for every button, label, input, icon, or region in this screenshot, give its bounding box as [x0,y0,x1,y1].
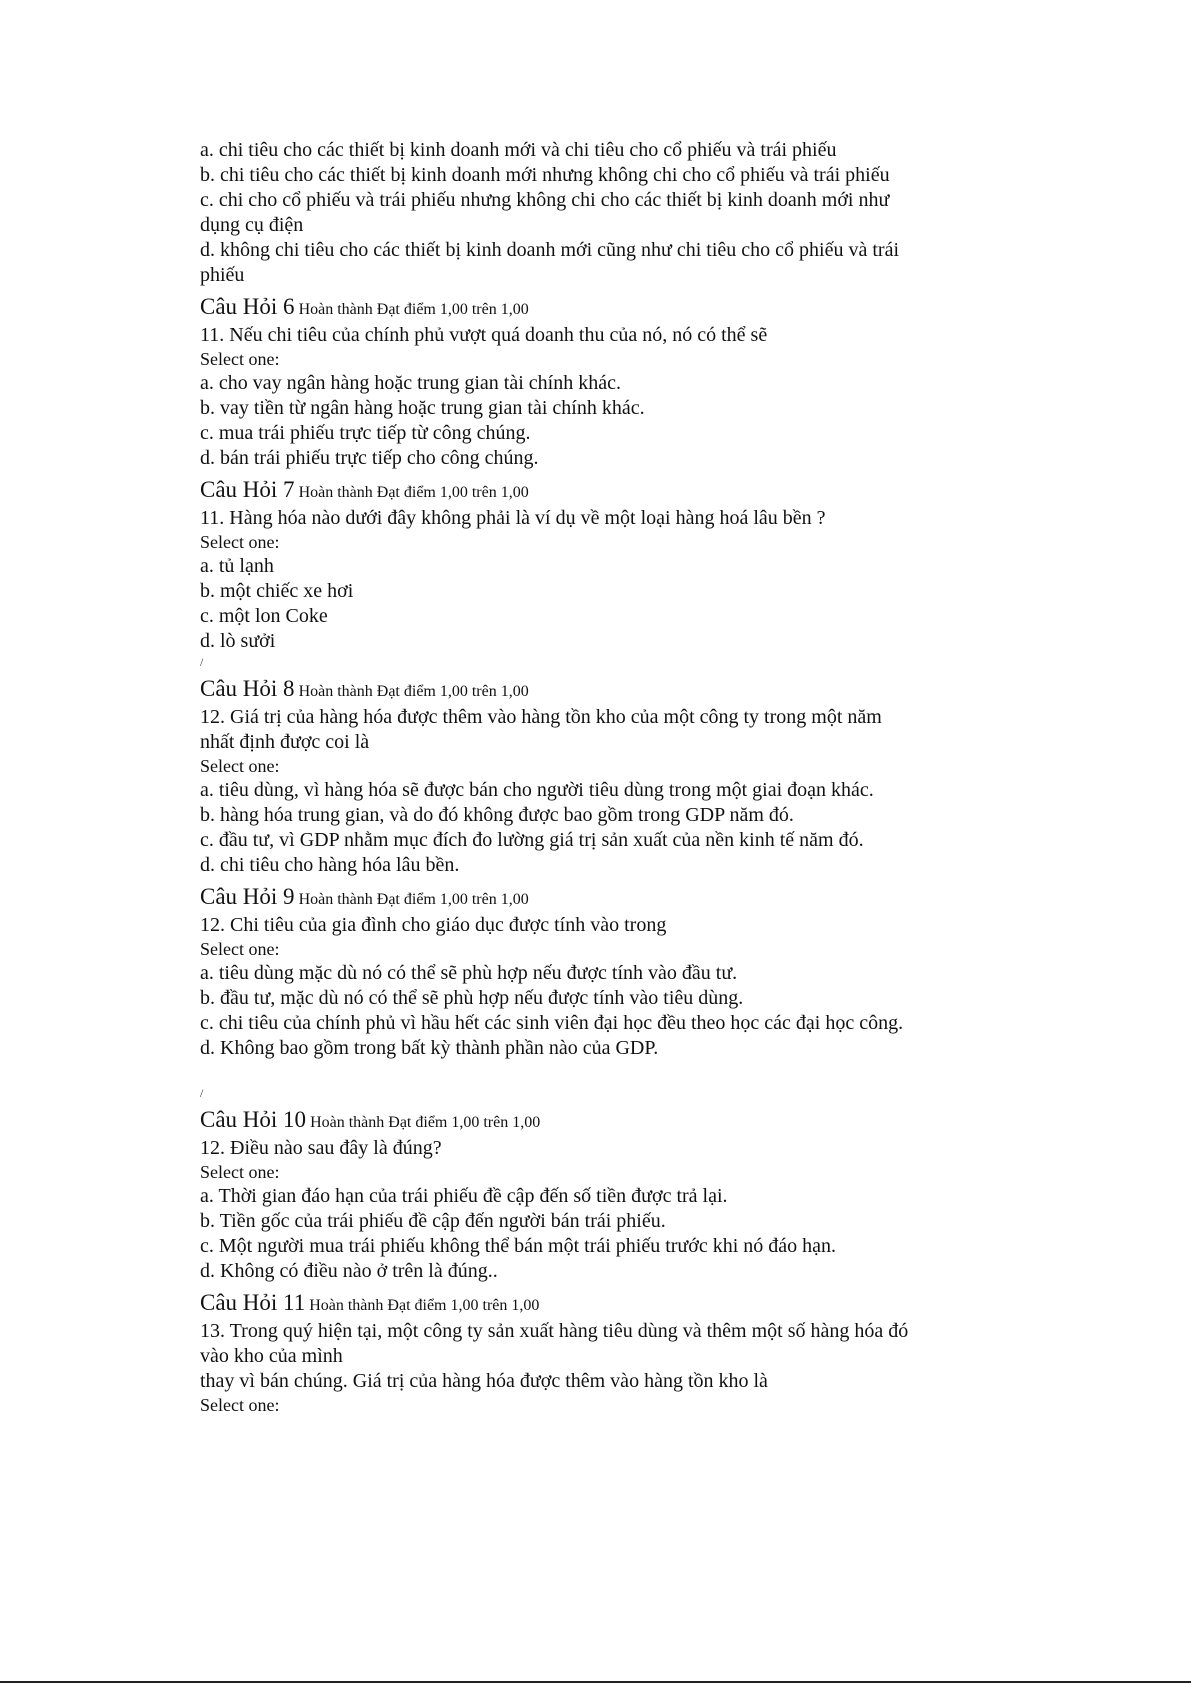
option-b: b. đầu tư, mặc dù nó có thể sẽ phù hợp nếu được tính vào tiêu dùng. [200,987,744,1009]
option-c: c. Một người mua trái phiếu không thể bán một trái phiếu trước khi nó đáo hạn. [200,1235,837,1257]
question-header [200,1107,920,1136]
question-text: 12. Điều nào sau đây là đúng? [200,1137,442,1159]
option-d: d. chi tiêu cho hàng hóa lâu bền. [200,854,460,876]
select-one-label: Select one: [200,939,280,959]
option-a: a. cho vay ngân hàng hoặc trung gian tài chính khác. [200,372,621,394]
question-label: Câu Hỏi 10 [200,1107,307,1132]
document-page [200,138,920,1417]
option-b: b. hàng hóa trung gian, và do đó không được bao gồm trong GDP năm đó. [200,804,794,826]
question-label: Câu Hỏi 8 [200,676,295,701]
question-state: Hoàn thành Đạt điểm 1,00 trên 1,00 [298,484,529,501]
option-d: d. lò sưởi [200,630,276,652]
question-text: 13. Trong quý hiện tại, một công ty sản xuất hàng tiêu dùng và thêm một số hàng hóa đó vào kho của mình [200,1320,909,1367]
question-7 [200,477,920,670]
question-label: Câu Hỏi 7 [200,477,295,502]
select-one-label: Select one: [200,1162,280,1182]
option-a: a. Thời gian đáo hạn của trái phiếu đề cập đến số tiền được trả lại. [200,1185,728,1207]
question-8 [200,676,920,878]
option-c: c. chi tiêu của chính phủ vì hầu hết các sinh viên đại học đều theo học các đại học công. [200,1012,904,1034]
question-label: Câu Hỏi 11 [200,1290,306,1315]
select-one-label: Select one: [200,1395,280,1415]
separator-slash: / [200,1086,204,1100]
option-d: d. Không bao gồm trong bất kỳ thành phần nào của GDP. [200,1037,659,1059]
question-header [200,1290,920,1319]
intro-option-a: a. chi tiêu cho các thiết bị kinh doanh mới và chi tiêu cho cổ phiếu và trái phiếu [200,139,837,161]
select-one-label: Select one: [200,349,280,369]
question-label: Câu Hỏi 6 [200,294,295,319]
intro-options [200,138,920,288]
question-text: 11. Nếu chi tiêu của chính phủ vượt quá doanh thu của nó, nó có thể sẽ [200,324,768,346]
question-header [200,676,920,705]
option-c: c. đầu tư, vì GDP nhằm mục đích đo lường giá trị sản xuất của nền kinh tế năm đó. [200,829,864,851]
option-d: d. bán trái phiếu trực tiếp cho công chúng. [200,447,539,469]
separator-slash: / [200,655,204,669]
option-b: b. một chiếc xe hơi [200,580,354,602]
question-10 [200,1107,920,1284]
question-state: Hoàn thành Đạt điểm 1,00 trên 1,00 [309,1297,540,1314]
question-state: Hoàn thành Đạt điểm 1,00 trên 1,00 [310,1114,541,1131]
question-header [200,477,920,506]
intro-option-b: b. chi tiêu cho các thiết bị kinh doanh mới nhưng không chi cho cổ phiếu và trái phiếu [200,164,890,186]
select-one-label: Select one: [200,756,280,776]
question-header [200,884,920,913]
spacer [200,1061,920,1085]
page-bottom-rule [0,1681,1191,1683]
option-b: b. vay tiền từ ngân hàng hoặc trung gian tài chính khác. [200,397,645,419]
question-text: 12. Giá trị của hàng hóa được thêm vào hàng tồn kho của một công ty trong một năm nhất định được coi là [200,706,882,753]
intro-option-c: c. chi cho cổ phiếu và trái phiếu nhưng không chi cho các thiết bị kinh doanh mới như dụng cụ điện [200,189,890,236]
question-text: 12. Chi tiêu của gia đình cho giáo dục được tính vào trong [200,914,667,936]
option-c: c. mua trái phiếu trực tiếp từ công chúng. [200,422,531,444]
question-state: Hoàn thành Đạt điểm 1,00 trên 1,00 [298,891,529,908]
question-text: 11. Hàng hóa nào dưới đây không phải là ví dụ về một loại hàng hoá lâu bền ? [200,507,826,529]
question-header [200,294,920,323]
question-11 [200,1290,920,1417]
question-6 [200,294,920,471]
option-a: a. tiêu dùng mặc dù nó có thể sẽ phù hợp nếu được tính vào đầu tư. [200,962,738,984]
intro-option-d: d. không chi tiêu cho các thiết bị kinh doanh mới cũng như chi tiêu cho cổ phiếu và trái phiếu [200,239,900,286]
option-b: b. Tiền gốc của trái phiếu đề cập đến người bán trái phiếu. [200,1210,666,1232]
question-9 [200,884,920,1101]
option-a: a. tủ lạnh [200,555,274,577]
question-label: Câu Hỏi 9 [200,884,295,909]
question-text-continued: thay vì bán chúng. Giá trị của hàng hóa được thêm vào hàng tồn kho là [200,1370,768,1392]
question-state: Hoàn thành Đạt điểm 1,00 trên 1,00 [298,683,529,700]
select-one-label: Select one: [200,532,280,552]
option-c: c. một lon Coke [200,605,328,627]
option-d: d. Không có điều nào ở trên là đúng.. [200,1260,498,1282]
question-state: Hoàn thành Đạt điểm 1,00 trên 1,00 [298,301,529,318]
option-a: a. tiêu dùng, vì hàng hóa sẽ được bán cho người tiêu dùng trong một giai đoạn khác. [200,779,874,801]
